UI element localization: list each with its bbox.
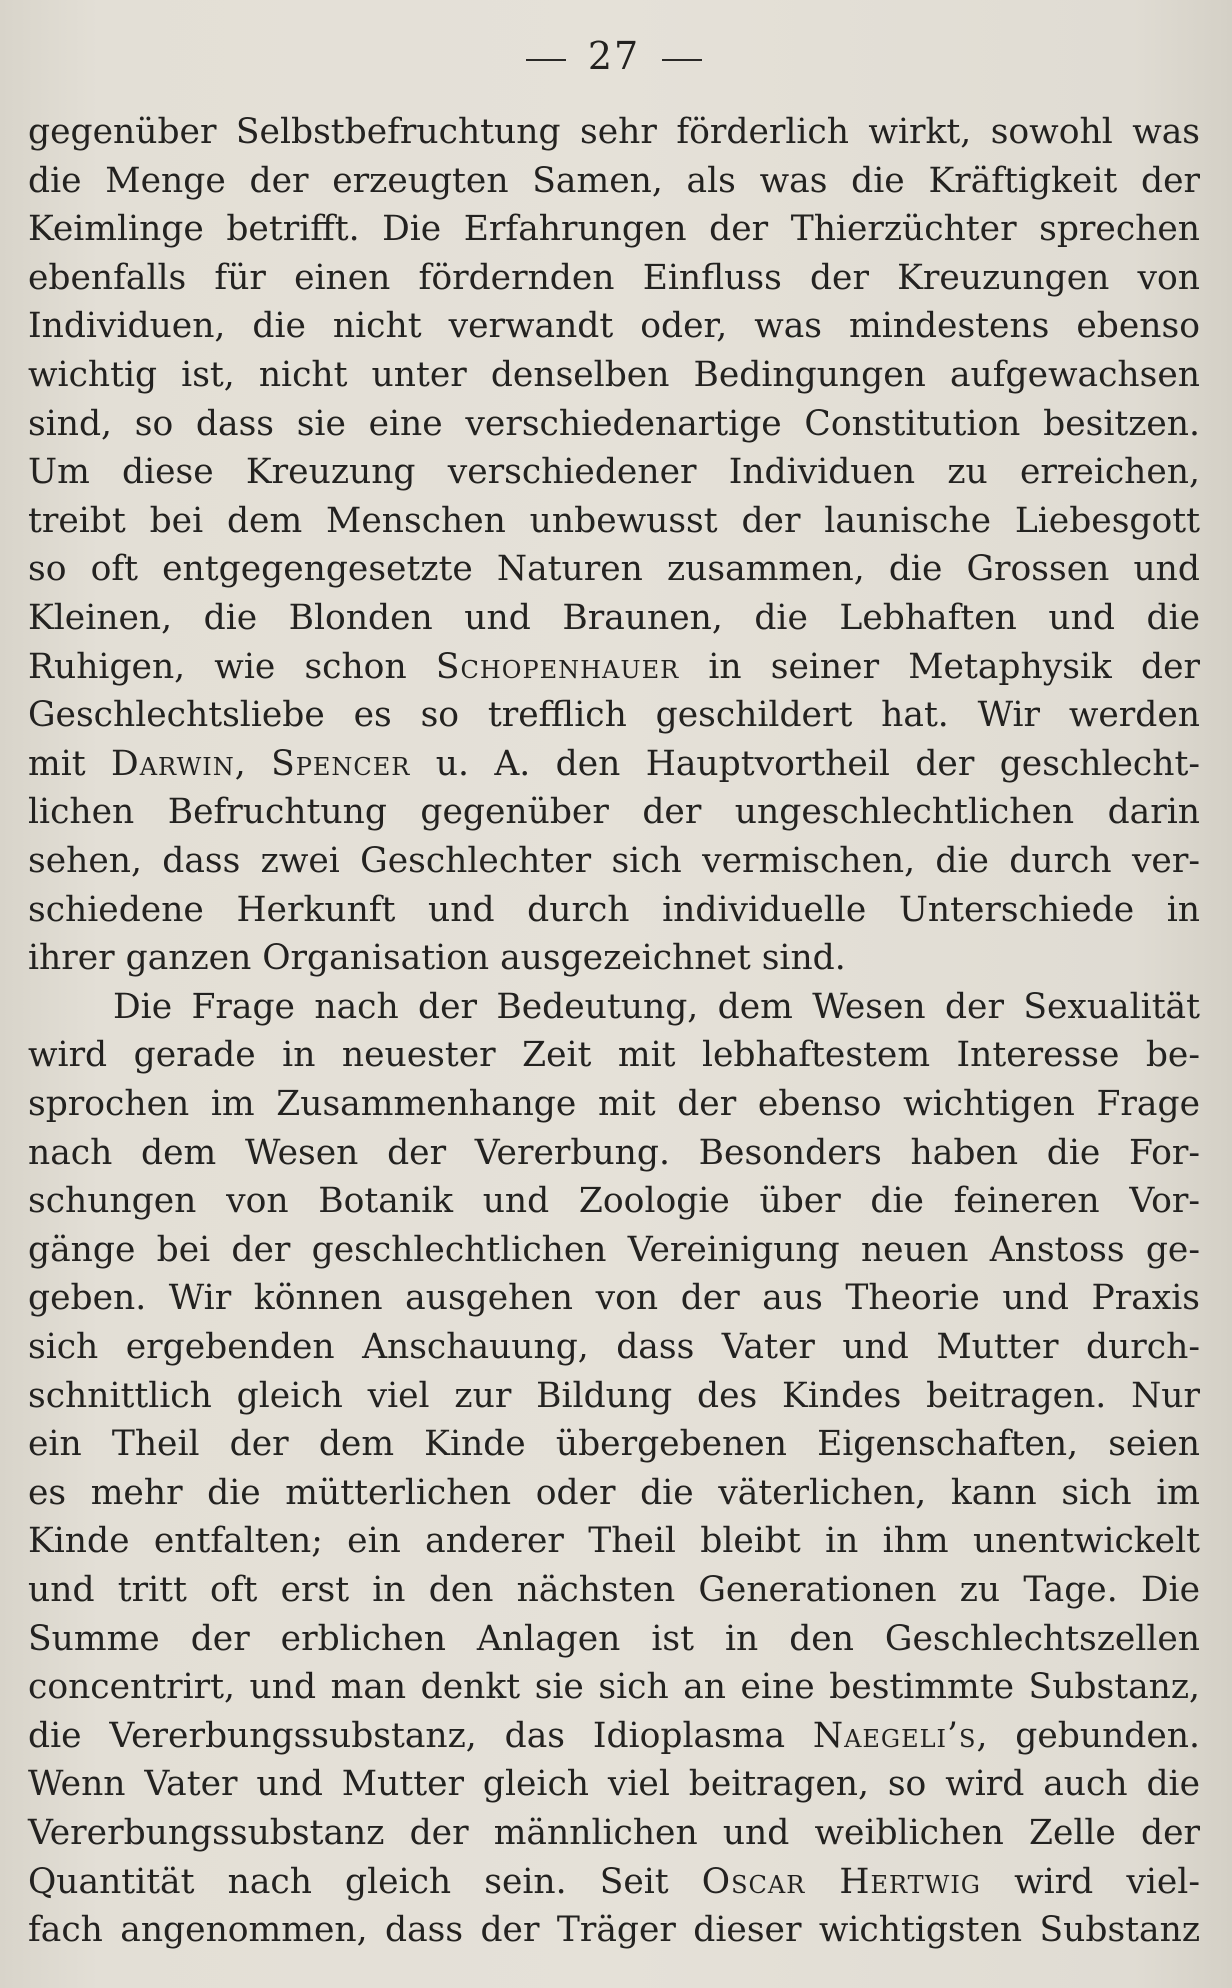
text-segment: Geschlechtsliebe es so trefflich geschildert hat. Wir werden	[28, 695, 1200, 736]
text-line	[28, 1712, 1200, 1760]
text-line	[28, 1663, 1200, 1711]
text-segment: Ruhigen, wie schon	[28, 646, 436, 687]
text-segment: Keimlinge betrifft. Die Erfahrungen der Thierzüchter sprechen	[28, 209, 1200, 250]
text-segment: Summe der erblichen Anlagen ist in den Geschlechtszellen	[28, 1618, 1200, 1659]
text-line	[28, 691, 1200, 739]
text-line	[28, 934, 1200, 982]
author-name: Oscar Hertwig	[701, 1861, 981, 1902]
author-name: Spencer	[271, 743, 411, 784]
text-line	[28, 886, 1200, 934]
text-line	[28, 1615, 1200, 1663]
text-segment: gänge bei der geschlechtlichen Vereinigung neuen Anstoss ge-	[28, 1229, 1200, 1270]
text-segment: sich ergebenden Anschauung, dass Vater und Mutter durch-	[28, 1327, 1200, 1367]
text-line	[28, 205, 1200, 253]
text-line	[28, 1517, 1200, 1565]
text-segment: schnittlich gleich viel zur Bildung des Kindes beitragen. Nur	[28, 1375, 1200, 1416]
text-line	[28, 1274, 1200, 1322]
text-segment: fach angenommen, dass der Träger dieser wichtigsten Substanz	[28, 1910, 1200, 1951]
text-line	[28, 1858, 1200, 1906]
text-segment: Um diese Kreuzung verschiedener Individuen zu erreichen,	[28, 452, 1200, 493]
text-line	[28, 1420, 1200, 1468]
author-name: Naegeli’s	[812, 1715, 977, 1756]
text-segment: lichen Befruchtung gegenüber der ungeschlechtlichen darin	[28, 792, 1200, 833]
text-segment: ,	[234, 743, 272, 784]
author-name: Darwin	[111, 743, 235, 784]
text-segment: die Menge der erzeugten Samen, als was die Kräftigkeit der	[28, 160, 1200, 201]
text-segment: Die Frage nach der Bedeutung, dem Wesen der Sexualität	[113, 986, 1200, 1027]
text-line	[28, 157, 1200, 205]
text-segment: Kleinen, die Blonden und Braunen, die Lebhaften und die	[28, 598, 1200, 638]
text-segment: sprochen im Zusammenhange mit der ebenso wichtigen Frage	[28, 1084, 1200, 1124]
text-segment: sehen, dass zwei Geschlechter sich vermischen, die durch ver-	[28, 841, 1200, 881]
text-segment: ein Theil der dem Kinde übergebenen Eigenschaften, seien	[28, 1424, 1200, 1465]
text-segment: in seiner Metaphysik der	[679, 646, 1200, 687]
text-line	[28, 302, 1200, 350]
text-line	[28, 497, 1200, 545]
text-segment: wird gerade in neuester Zeit mit lebhaftestem Interesse be-	[28, 1035, 1200, 1076]
text-line	[28, 1031, 1200, 1079]
text-line	[28, 254, 1200, 302]
text-segment: Quantität nach gleich sein. Seit	[28, 1861, 702, 1902]
text-segment: nach dem Wesen der Vererbung. Besonders haben die For-	[28, 1132, 1200, 1173]
text-segment: gegenüber Selbstbefruchtung sehr förderlich wirkt, sowohl was	[28, 112, 1200, 152]
text-segment: es mehr die mütterlichen oder die väterlichen, kann sich im	[28, 1472, 1200, 1513]
text-line	[28, 740, 1200, 788]
text-line	[28, 448, 1200, 496]
text-segment: wird viel-	[980, 1861, 1200, 1902]
text-segment: mit	[28, 743, 112, 784]
text-line	[28, 1566, 1200, 1614]
author-name: Schopenhauer	[435, 646, 680, 687]
text-line	[28, 983, 1200, 1031]
text-line	[28, 1226, 1200, 1274]
text-segment: , gebunden.	[976, 1715, 1200, 1756]
text-segment: concentrirt, und man denkt sie sich an eine bestimmte Substanz,	[28, 1667, 1200, 1708]
book-page	[28, 0, 1200, 1988]
text-segment: so oft entgegengesetzte Naturen zusammen, die Grossen und	[28, 549, 1200, 590]
text-line	[28, 108, 1200, 156]
text-line	[28, 1809, 1200, 1857]
text-line	[28, 1469, 1200, 1517]
text-segment: u. A. den Hauptvortheil der geschlecht-	[410, 743, 1200, 784]
text-line	[28, 1323, 1200, 1371]
text-segment: wichtig ist, nicht unter denselben Bedingungen aufgewachsen	[28, 355, 1200, 395]
text-line	[28, 837, 1200, 885]
text-segment: Kinde entfalten; ein anderer Theil bleibt in ihm unentwickelt	[28, 1521, 1200, 1562]
right-dash	[662, 59, 702, 61]
text-line	[28, 1129, 1200, 1177]
text-line	[28, 643, 1200, 691]
page-number	[28, 32, 1200, 80]
text-line	[28, 545, 1200, 593]
text-segment: Individuen, die nicht verwandt oder, was mindestens ebenso	[28, 306, 1200, 347]
left-dash	[526, 59, 566, 61]
text-segment: ihrer ganzen Organisation ausgezeichnet sind.	[28, 938, 846, 979]
text-segment: Vererbungssubstanz der männlichen und weiblichen Zelle der	[28, 1813, 1200, 1853]
text-segment: ebenfalls für einen fördernden Einfluss der Kreuzungen von	[28, 257, 1200, 298]
text-segment: und tritt oft erst in den nächsten Generationen zu Tage. Die	[28, 1570, 1200, 1610]
text-line	[28, 594, 1200, 642]
text-segment: treibt bei dem Menschen unbewusst der launische Liebesgott	[28, 500, 1200, 541]
text-segment: schiedene Herkunft und durch individuelle Unterschiede in	[28, 889, 1200, 930]
page-number-text: 27	[587, 34, 641, 78]
text-segment: schungen von Botanik und Zoologie über die feineren Vor-	[28, 1181, 1200, 1222]
text-line	[28, 1080, 1200, 1128]
text-line	[28, 788, 1200, 836]
text-line	[28, 1372, 1200, 1420]
text-segment: die Vererbungssubstanz, das Idioplasma	[28, 1715, 813, 1756]
text-line	[28, 1906, 1200, 1954]
text-segment: geben. Wir können ausgehen von der aus Theorie und Praxis	[28, 1278, 1200, 1319]
text-line	[28, 351, 1200, 399]
text-segment: Wenn Vater und Mutter gleich viel beitragen, so wird auch die	[28, 1764, 1200, 1805]
text-line	[28, 1760, 1200, 1808]
text-line	[28, 400, 1200, 448]
text-segment: sind, so dass sie eine verschiedenartige Constitution besitzen.	[28, 403, 1200, 444]
text-line	[28, 1177, 1200, 1225]
